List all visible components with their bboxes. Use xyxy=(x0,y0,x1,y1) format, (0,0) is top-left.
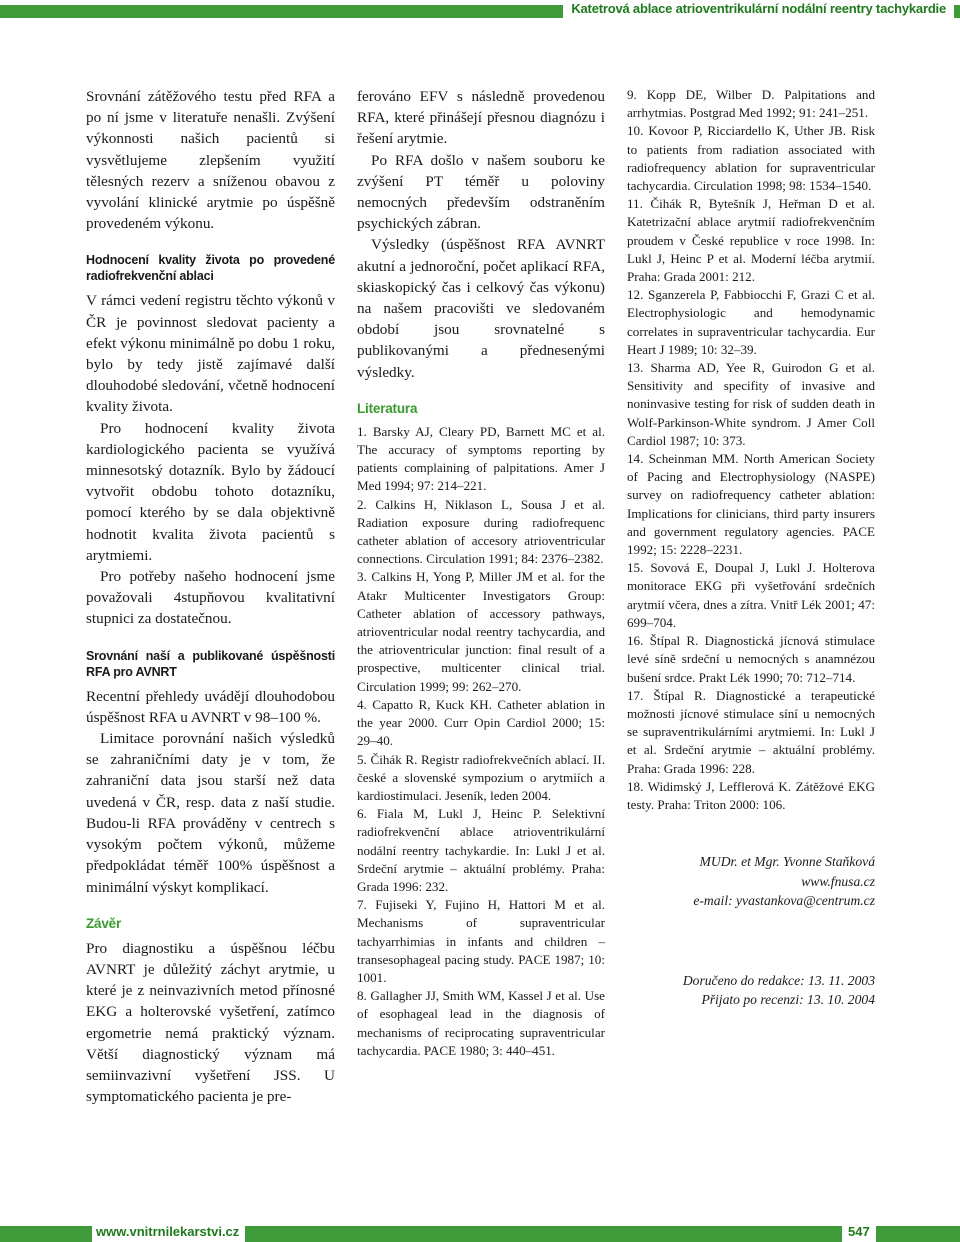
reference-item: 8. Gallagher JJ, Smith WM, Kassel J et al. Use of esophageal lead in the diagnosis of mechanisms of reciprocating supraventricular tachycardia. PACE 1980; 3: 440–451. xyxy=(357,988,605,1058)
paragraph: Pro hodnocení kvality života kardiologického pacienta se využívá minnesotský dotazník. Bylo by žádoucí vytvořit obdobu tohoto dotazníku, pomocí kterého by se dala objektivně hodnotit kvalita života pacientů s arytmiemi. xyxy=(86,419,335,564)
section-heading-conclusion: Závěr xyxy=(86,915,122,931)
reference-item: 18. Widimský J, Lefflerová K. Zátěžové EKG testy. Praha: Triton 2000: 106. xyxy=(627,778,875,812)
section-heading-quality-of-life: Hodnocení kvality života po provedené radiofrekvenční ablaci xyxy=(86,253,335,284)
paragraph: Limitace porovnání našich výsledků se zahraničními daty je v tom, že zahraniční data jsou starší než data uvedená v ČR, resp. data z naší studie. Budou-li RFA prováděny v centrech s vysokým počtem výkonů, můžeme předpokládat téměř 100% úspěšnost a minimální výskyt komplikací. xyxy=(86,730,335,896)
paragraph: Recentní přehledy uvádějí dlouhodobou úspěšnost RFA u AVNRT v 98–100 %. xyxy=(86,687,335,726)
column-1 xyxy=(86,86,335,1107)
reference-item: 10. Kovoor P, Ricciardello K, Uther JB. Risk to patients from radiation associated with radiofrequency ablation for supraventricular tachycardia. Circulation 1998; 98: 1534–1540. xyxy=(627,123,875,194)
reference-item: 17. Štípal R. Diagnostické a terapeutické možnosti jícnové stimulace síní u nemocných se supraventrikulárními arytmiemi. In: Lukl J et al. Srdeční arytmie – aktuální problémy. Praha: Grada 1996: 228. xyxy=(627,687,875,776)
reference-item: 1. Barsky AJ, Cleary PD, Barnett MC et al. The accuracy of symptoms reporting by patients complaining of palpitations. Amer J Med 1994; 97: 214–221. xyxy=(357,423,605,494)
reference-list xyxy=(357,423,605,1060)
paragraph: Pro potřeby našeho hodnocení jsme považovali 4stupňovou kvalitativní stupnici za dostatečnou. xyxy=(86,568,335,628)
paragraph: ferováno EFV s následně provedenou RFA, které přinášejí přesnou diagnózu i řešení arytmie. xyxy=(357,88,605,148)
paragraph: Pro diagnostiku a úspěšnou léčbu AVNRT je důležitý záchyt arytmie, u které je z neinvazivních metod přínosné EKG a holterovské vyšetření, zatímco ergometrie nemá praktický význam. Větší diagnostický význam má semiinvazivní vyšetření JSS. U symptomatického pacienta je pre- xyxy=(86,939,335,1106)
page-number: 547 xyxy=(842,1222,876,1242)
reference-item: 2. Calkins H, Niklason L, Sousa J et al. Radiation exposure during radiofrequenc catheter ablation of accesory atrioventricular connections. Circulation 1991; 84: 2376–2382. xyxy=(357,496,605,567)
received-date: Doručeno do redakce: 13. 11. 2003 xyxy=(682,972,875,988)
paragraph: Výsledky (úspěšnost RFA AVNRT akutní a jednoroční, počet aplikací RFA, skiaskopický čas i celkový čas výkonu) na našem pracovišti ve sledovaném období jsou srovnatelné s publikovanými a přednesenými výsledky. xyxy=(357,236,605,381)
running-title: Katetrová ablace atrioventrikulární nodální reentry tachykardie xyxy=(563,0,954,18)
accepted-date: Přijato po recenzi: 13. 10. 2004 xyxy=(701,992,875,1008)
column-2 xyxy=(357,86,605,1060)
column-3 xyxy=(627,86,875,1010)
reference-item: 9. Kopp DE, Wilber D. Palpitations and arrhytmias. Postgrad Med 1992; 91: 241–251. xyxy=(627,87,875,121)
header-bar xyxy=(0,0,960,18)
reference-item: 16. Štípal R. Diagnostická jícnová stimulace levé síně srdeční u nemocných s anamnézou bušení srdce. Prakt Lék 1990; 70: 712–714. xyxy=(627,633,875,685)
reference-item: 13. Sharma AD, Yee R, Guirodon G et al. Sensitivity and specifity of invasive and noninvasive testing for risk of sudden death in Wolf-Parkinson-White syndrom. J Amer Coll Cardiol 1987; 10: 373. xyxy=(627,360,875,448)
reference-item: 11. Čihák R, Bytešník J, Heřman D et al. Katetrizační ablace arytmií radiofrekvenčním proudem v České republice v roce 1998. In: Lukl J, Heinc P et al. Moderní léčba arytmií. Praha: Grada 2001: 212. xyxy=(627,196,875,285)
author-name: MUDr. et Mgr. Yvonne Staňková xyxy=(699,854,875,870)
submission-dates xyxy=(627,971,875,1010)
reference-item: 12. Sganzerela P, Fabbiocchi F, Grazi C et al. Electrophysiologic and hemodynamic correlates in supraventricular tachycardia. Eur Heart J 1989; 10: 32–39. xyxy=(627,287,875,357)
author-web-link[interactable]: www.fnusa.cz xyxy=(801,873,875,889)
reference-item: 5. Čihák R. Registr radiofrekvečních ablací. II. české a slovenské sympozium o arytmiích a kardiostimulaci. Jeseník, leden 2004. xyxy=(357,751,605,803)
reference-item: 7. Fujiseki Y, Fujino H, Hattori M et al. Mechanisms of supraventricular tachyarrhimias in infants and children – transesophageal pacing study. PACE 1987; 10: 1001. xyxy=(357,897,605,985)
paragraph-intro: Srovnání zátěžového testu před RFA a po ní jsme v literatuře nenašli. Zvýšení výkonnosti našich pacientů si vysvětlujeme zlepšením využití tělesných rezerv a sníženou obavou z vyvolání klinické arytmie po úspěšně provedeném výkonu. xyxy=(86,88,335,233)
author-email-link[interactable]: e-mail: yvastankova@centrum.cz xyxy=(693,893,875,909)
reference-item: 3. Calkins H, Yong P, Miller JM et al. for the Atakr Multicenter Investigators Group: Catheter ablation of accessory pathways, atrioventricular nodal reentry tachycardia, and the atrioventricular junction: final result of a prospective, multicenter clinical trial. Circulation 1999; 99: 262–270. xyxy=(357,569,605,694)
footer-website-link[interactable]: www.vnitrnilekarstvi.cz xyxy=(92,1222,245,1242)
paragraph: V rámci vedení registru těchto výkonů v ČR je povinnost sledovat pacienty a efekt výkonu minimálně po dobu 1 roku, bylo by tedy jistě zajímavé další dlouhodobé sledování, včetně hodnocení kvality života. xyxy=(86,292,335,416)
section-heading-literature: Literatura xyxy=(357,400,418,416)
reference-item: 6. Fiala M, Lukl J, Heinc P. Selektivní radiofrekvenční ablace atrioventrikulární nodální reentry tachykardie. In: Lukl J et al. Srdeční arytmie – aktuální problémy. Praha: Grada 1996: 232. xyxy=(357,806,605,894)
reference-item: 4. Capatto R, Kuck KH. Catheter ablation in the year 2000. Curr Opin Cardiol 2000; 15: 29–40. xyxy=(357,696,605,749)
section-heading-success-comparison: Srovnání naší a publikované úspěšnosti RFA pro AVNRT xyxy=(86,648,335,679)
reference-item: 15. Sovová E, Doupal J, Lukl J. Holterova monitorace EKG při vyšetřování srdečních arytmií včera, dnes a zítra. Vnitř Lék 2001; 47: 699–704. xyxy=(627,560,875,630)
reference-item: 14. Scheinman MM. North American Society of Pacing and Electrophysiology (NASPE) survey on radiofrequency catheter ablation: Implications for clinicians, third party insurers and government regulatory agencies. PACE 1992; 15: 2228–2231. xyxy=(627,451,875,558)
author-signature xyxy=(627,852,875,911)
paragraph: Po RFA došlo v našem souboru ke zvýšení PT téměř u poloviny nemocných především odstraněním psychických zábran. xyxy=(357,151,605,233)
reference-list xyxy=(627,86,875,814)
